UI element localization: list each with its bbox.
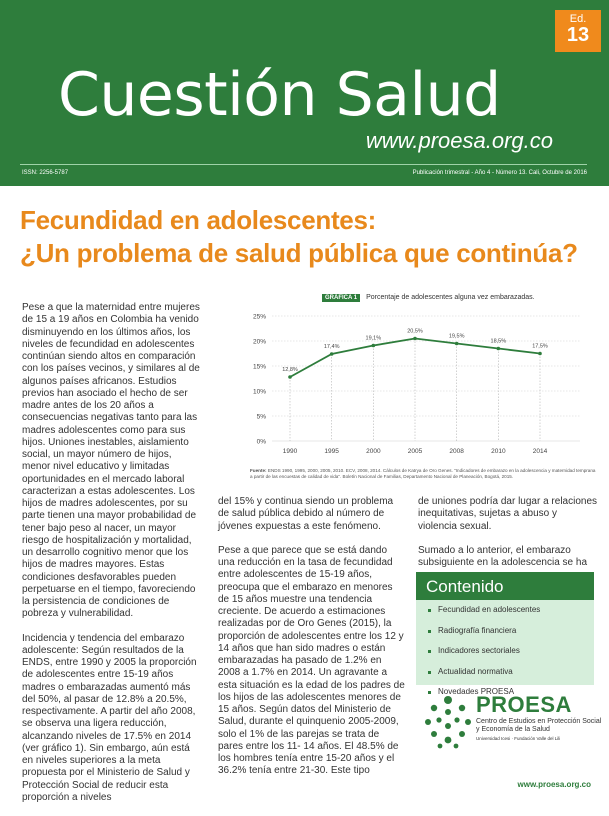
contents-item-label: Novedades PROESA [438,687,515,696]
chart-tag: GRÁFICA 1 [322,294,360,302]
data-point [455,342,459,346]
bullet-icon [428,671,431,674]
chart-header [322,294,535,301]
x-tick-label: 2000 [366,448,381,455]
proesa-mark-icon [424,694,472,750]
data-label: 18,5% [490,338,507,345]
chart-plot [218,306,600,468]
data-label: 19,5% [448,333,465,340]
x-tick-label: 1990 [282,448,298,455]
edition-badge [555,10,601,52]
data-point [538,352,542,356]
masthead [0,0,609,186]
line-chart [218,292,600,482]
data-point [288,375,292,379]
y-tick-label: 15% [252,363,266,371]
y-tick-label: 20% [252,338,266,346]
data-label: 17,5% [532,343,548,350]
proesa-logo [424,692,604,782]
article-column-1 [22,302,202,816]
paragraph: Incidencia y tendencia del embarazo adolescente: Según resultados de la ENDS, entre 1990 y 2005 la proporción de adolescentes entre 15-19 años madres o embarazadas aumentó más del 50%, al pasar de 12.8% a 20.5%, respectivamente. A partir del año 2008, se observa una ligera reducción, alcanzando niveles de 17.5% en 2014 (ver gráfico 1). Sin embargo, aún está en niveles superiores a la meta propuesta por el Ministerio de Salud y Protección Social de reducir esta proporción a niveles [22,632,197,803]
paragraph: Sumado a lo anterior, el embarazo subsiguiente en la adolescencia se ha [418,544,588,568]
data-point [372,344,376,348]
paragraph: Pese a que la maternidad entre mujeres de 15 a 19 años en Colombia ha venido disminuyendo en los últimos años, los niveles de fecundidad en adolescentes continúan siendo altos en comparación con los países vecinos, y similares al de algunos países africanos. Estudios previos han asociado el hecho de ser madre antes de los 20 años a consecuencias negativas tanto para las madres adolescentes como para sus hijos. Uniones inestables, aislamiento social, un mayor número de hijos, menor nivel educativo y limitadas oportunidades en el mercado laboral caracterizan a estas adolescentes. Los hijos de madres adolescentes, por su parte tienen una mayor probabilidad de tener bajo peso al nacer, un mayor riesgo de hospitalización y mortalidad, un desarrollo cognitivo menor que los hijos de madres mayores. Estas condiciones desfavorables pueden perpetuarse en el tiempo, favoreciendo la persistencia de condiciones de pobreza y vulnerabilidad. [22,302,200,620]
contents-item-label: Actualidad normativa [438,666,513,676]
publication-title: Cuestión Salud [58,60,501,130]
data-point [330,352,334,356]
masthead-divider [20,164,587,165]
contents-item[interactable] [428,646,594,667]
data-point [413,337,417,341]
publication-info: Publicación trimestral - Año 4 - Número 13. Cali, Octubre de 2016 [412,170,587,176]
y-tick-label: 10% [252,388,266,396]
headline-line-2: ¿Un problema de salud pública que continúa? [20,238,578,268]
chart-title: Porcentaje de adolescentes alguna vez embarazadas. [366,294,535,301]
chart-source-label: Fuente: [250,468,267,473]
data-point [497,347,501,351]
y-tick-label: 0% [256,438,266,446]
contents-box [416,572,594,696]
x-tick-label: 2005 [407,448,423,455]
logo-name: PROESA [476,692,572,717]
bullet-icon [428,650,431,653]
contents-item[interactable] [428,626,594,647]
bullet-icon [428,609,431,612]
headline-line-1: Fecundidad en adolescentes: [20,205,376,235]
bullet-icon [428,630,431,633]
edition-label: Ed. [569,13,587,25]
paragraph: del 15% y continua siendo un problema de salud pública debido al número de jóvenes expuestas a este fenómeno. [218,496,394,532]
article-headline [20,204,600,270]
x-tick-label: 2014 [532,448,548,455]
data-label: 12,8% [282,367,298,373]
article-column-2 [218,496,406,790]
chart-source [250,468,596,480]
chart-source-text: ENDS 1990, 1995, 2000, 2005, 2010. ECV, 2008, 2014. Cálculos de Katrya de Oro Genes. "Indicadores de embarazo en la adolescencia y maternidad temprana a partir de las encuestas de calidad de vida". Boletín Nacional de Familias, Departamento Nacional de Planeación, Bogotá, 2015. [250,468,596,479]
y-tick-label: 25% [252,313,266,321]
logo-university: Universidad Icesi · Fundación Valle del Lili [476,736,561,741]
x-tick-label: 1995 [324,448,339,455]
data-label: 20,5% [407,328,423,335]
contents-title: Contenido [416,572,594,600]
paragraph: Pese a que parece que se está dando una reducción en la tasa de fecundidad entre adolescentes de 15-19 años, preocupa que el embarazo en menores de 15 años muestre una tendencia creciente. De acuerdo a estimaciones realizadas por de Oro Genes (2015), la proporción de adolescentes entre los 12 y 14 años que han sido madres o están embarazadas ha pasado de 1.2% en 2008 a 1.7% en 2014. Un agravante a esta situación es la edad de los padres de los hijos de las adolescentes menores de 15 años. Según datos del Ministerio de Salud, durante el quinquenio 2005-2009, solo el 1% de las parejas se trata de pares entre los 11- 14 años. El 48.5% de los hombres tenía entre 15-20 años y el 36.2% tenía entre 21-30. Este tipo [218,544,405,777]
paragraph: de uniones podría dar lugar a relaciones inequitativas, sujetas a abuso y violencia sexual. [418,496,598,532]
issn-number: ISSN: 2256-5787 [22,170,69,176]
data-label: 17,4% [323,344,340,350]
logo-subtitle: Centro de Estudios en Protección Social y Economía de la Salud [476,718,602,733]
footer-url[interactable]: www.proesa.org.co [517,780,591,789]
x-tick-label: 2010 [491,448,506,455]
y-tick-label: 5% [256,413,266,421]
contents-item[interactable] [428,605,594,626]
edition-number: 13 [566,24,590,46]
x-tick-label: 2008 [449,448,464,455]
publication-url[interactable]: www.proesa.org.co [365,128,553,153]
contents-item-label: Radiografía financiera [438,625,517,635]
data-label: 19,1% [365,335,382,342]
article-column-3 [418,496,598,581]
contents-item[interactable] [428,667,594,688]
contents-item-label: Indicadores sectoriales [438,646,520,655]
contents-item-label: Fecundidad en adolescentes [438,605,541,614]
